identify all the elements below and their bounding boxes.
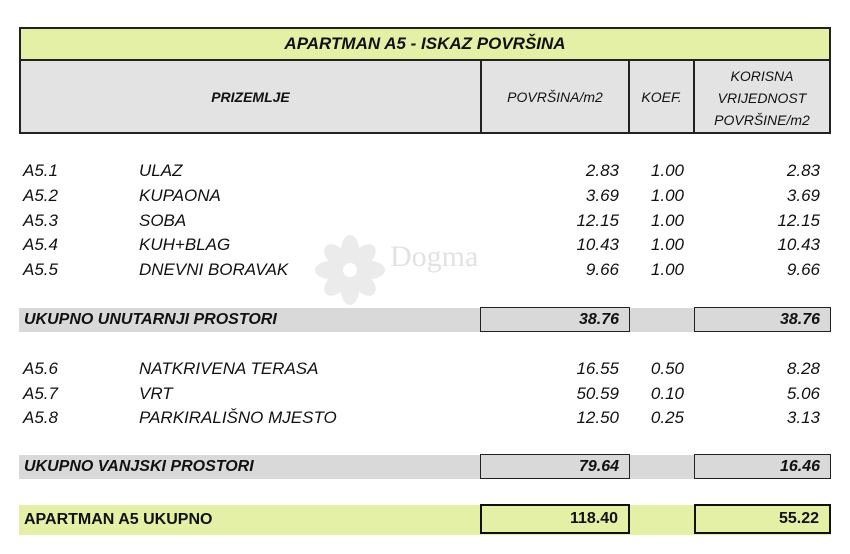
header-useful-line1: KORISNA: [730, 67, 794, 84]
table-title: APARTMAN A5 - ISKAZ POVRŠINA: [19, 27, 831, 61]
room-useful: 9.66: [786, 260, 820, 279]
room-coef: 1.00: [650, 260, 684, 279]
room-coef: 0.10: [650, 384, 684, 403]
watermark-brand: Dogma: [390, 240, 479, 273]
room-name: PARKIRALIŠNO MJESTO: [139, 408, 337, 427]
header-useful-line3: POVRŠINE/m2: [714, 111, 810, 128]
room-coef: 1.00: [650, 186, 684, 205]
room-area: 16.55: [576, 359, 619, 378]
room-code: A5.1: [23, 161, 58, 180]
room-name: SOBA: [139, 211, 187, 230]
room-useful: 2.83: [786, 161, 820, 180]
room-coef: 1.00: [650, 235, 684, 254]
header-section: PRIZEMLJE: [19, 61, 482, 134]
header-useful-area: [693, 61, 831, 134]
room-code: A5.4: [23, 235, 58, 254]
room-coef: 0.25: [650, 408, 684, 427]
room-name: DNEVNI BORAVAK: [139, 260, 289, 279]
room-name: VRT: [139, 384, 173, 403]
room-area: 2.83: [585, 161, 619, 180]
table-row: [0, 208, 850, 233]
grand-total-label: APARTMAN A5 UKUPNO: [24, 511, 213, 528]
table-row: [0, 405, 850, 430]
exterior-total-useful: 16.46: [694, 454, 831, 479]
header-useful-line2: VRIJEDNOST: [717, 89, 807, 106]
grand-total-useful: 55.22: [694, 504, 831, 534]
room-coef: 0.50: [650, 359, 684, 378]
exterior-total-area: 79.64: [480, 454, 630, 479]
interior-total-area: 38.76: [480, 307, 630, 332]
room-area: 12.15: [576, 211, 619, 230]
watermark: [312, 232, 542, 312]
room-useful: 3.13: [786, 408, 820, 427]
room-code: A5.8: [23, 408, 58, 427]
room-useful: 3.69: [786, 186, 820, 205]
exterior-total-label: UKUPNO VANJSKI PROSTORI: [24, 458, 254, 475]
room-coef: 1.00: [650, 211, 684, 230]
table-row: [0, 381, 850, 406]
grand-total-area: 118.40: [480, 504, 630, 534]
room-name: KUPAONA: [139, 186, 221, 205]
table-row: [0, 356, 850, 381]
room-useful: 8.28: [786, 359, 820, 378]
room-code: A5.3: [23, 211, 58, 230]
room-coef: 1.00: [650, 161, 684, 180]
interior-total-label: UKUPNO UNUTARNJI PROSTORI: [24, 311, 277, 328]
room-useful: 5.06: [786, 384, 820, 403]
room-area: 3.69: [585, 186, 619, 205]
room-name: KUH+BLAG: [139, 235, 231, 254]
room-area: 10.43: [576, 235, 619, 254]
room-useful: 10.43: [777, 235, 820, 254]
room-code: A5.7: [23, 384, 58, 403]
room-code: A5.5: [23, 260, 58, 279]
room-name: NATKRIVENA TERASA: [139, 359, 319, 378]
table-row: [0, 158, 850, 183]
header-area: POVRŠINA/m2: [480, 61, 630, 134]
interior-total-useful: 38.76: [694, 307, 831, 332]
room-area: 12.50: [576, 408, 619, 427]
flower-logo-icon: [312, 232, 542, 312]
room-area: 50.59: [576, 384, 619, 403]
room-area: 9.66: [585, 260, 619, 279]
room-code: A5.6: [23, 359, 58, 378]
room-code: A5.2: [23, 186, 58, 205]
room-useful: 12.15: [777, 211, 820, 230]
room-name: ULAZ: [139, 161, 183, 180]
table-row: [0, 183, 850, 208]
header-coef: KOEF.: [628, 61, 695, 134]
